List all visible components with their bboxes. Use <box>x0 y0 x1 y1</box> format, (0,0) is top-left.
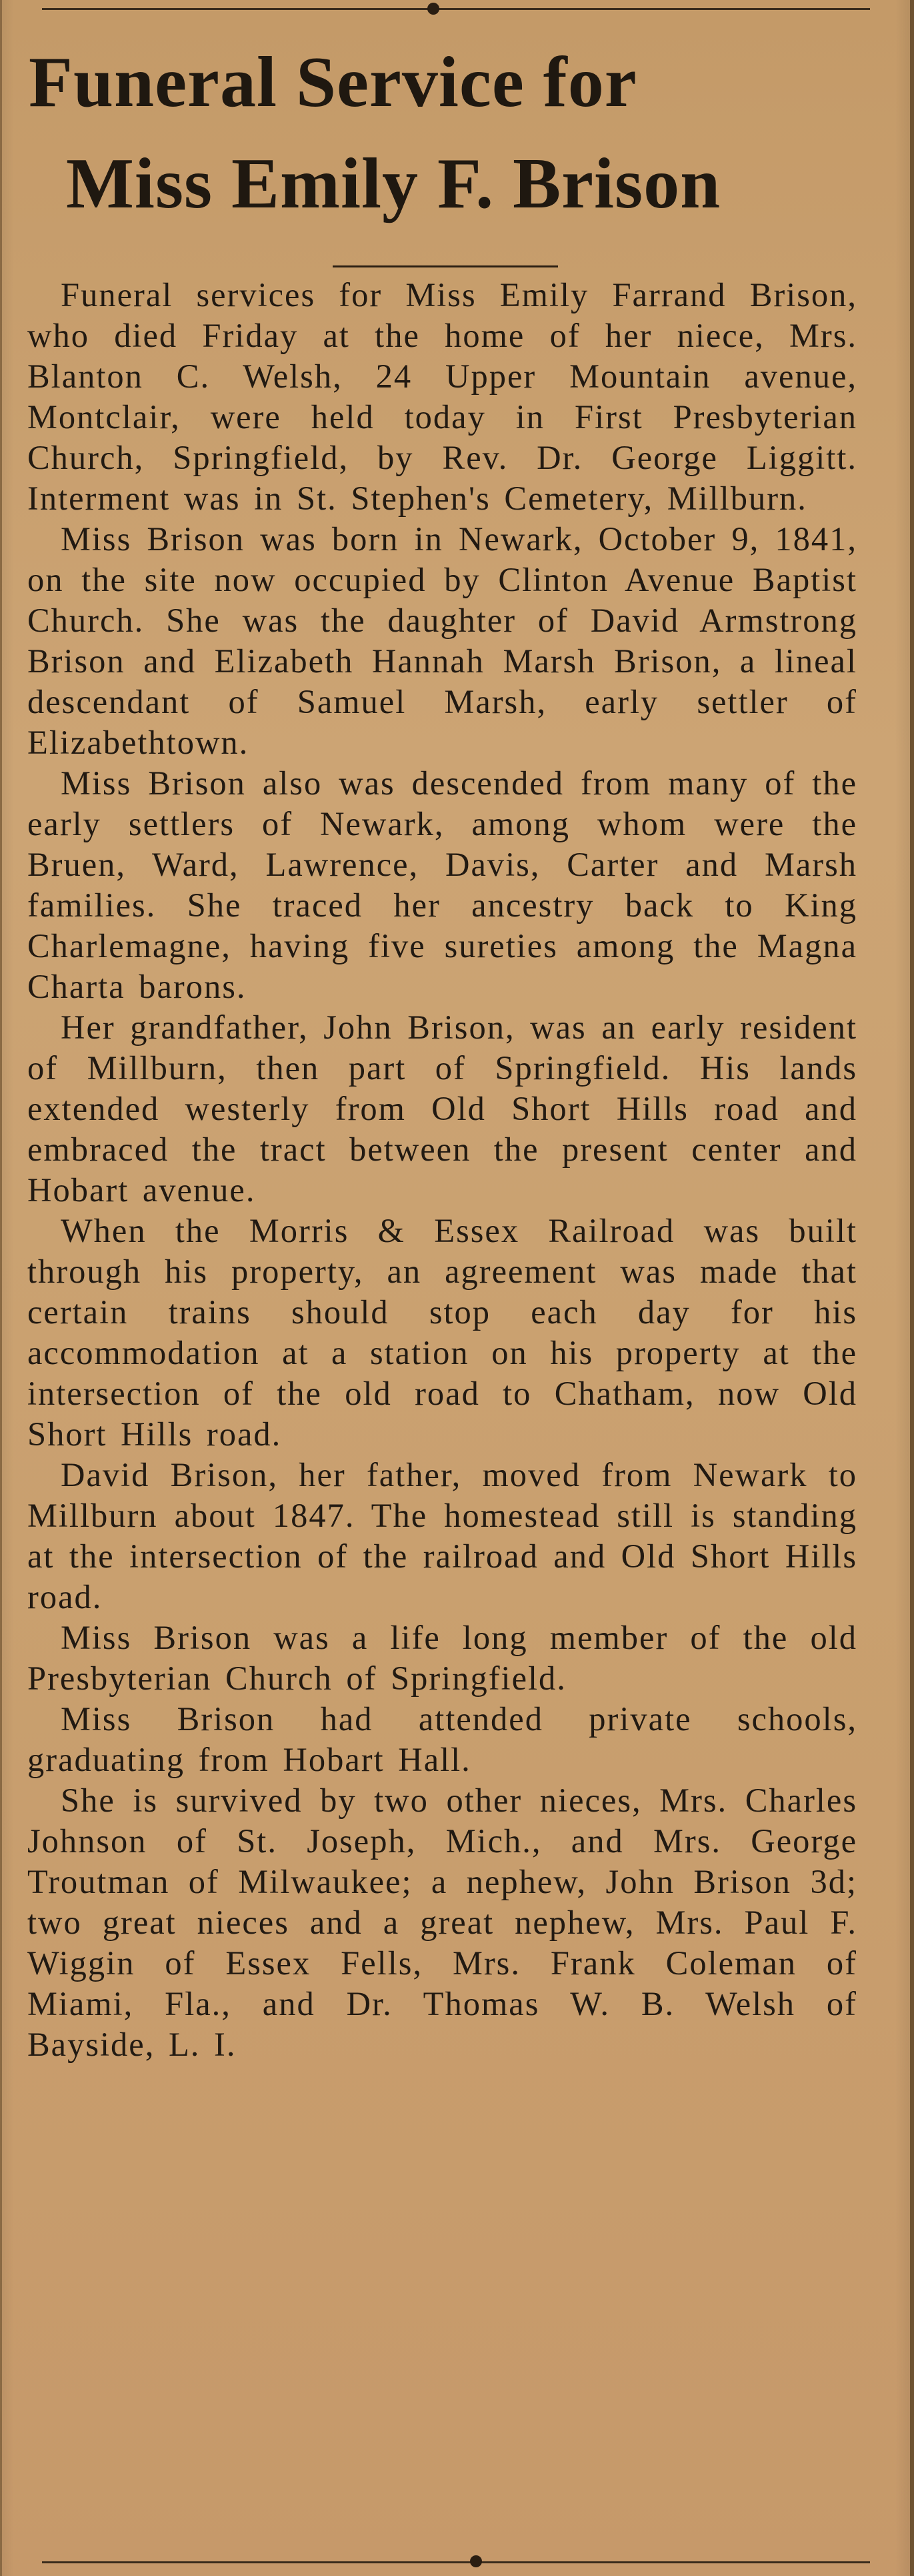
top-column-rule <box>42 8 870 10</box>
article-paragraph: Funeral services for Miss Emily Farrand Brison, who died Friday at the home of her niece, Mrs. Blanton C. Welsh, 24 Upper Mountain avenue, Montclair, were held today in First Presbyterian Church, Springfield, by Rev. Dr. George Liggitt. Interment was in St. Stephen's Cemetery, Millburn. <box>27 276 857 517</box>
article-paragraph: Miss Brison had attended private schools, graduating from Hobart Hall. <box>27 1700 857 1778</box>
article-body <box>27 275 857 2065</box>
article-paragraph: Miss Brison was born in Newark, October 9, 1841, on the site now occupied by Clinton Avenue Baptist Church. She was the daughter of David Armstrong Brison and Elizabeth Hannah Marsh Brison, a lineal descendant of Samuel Marsh, early settler of Elizabethtown. <box>27 520 857 761</box>
bottom-column-rule <box>42 2561 870 2563</box>
headline-divider <box>333 265 558 267</box>
article-paragraph: Miss Brison was a life long member of the old Presbyterian Church of Springfield. <box>27 1619 857 1697</box>
headline-line-2: Miss Emily F. Brison <box>66 144 721 223</box>
headline-line-1: Funeral Service for <box>29 43 637 122</box>
bottom-rule-ornament <box>470 2555 482 2567</box>
article-paragraph: Her grandfather, John Brison, was an early resident of Millburn, then part of Springfield. His lands extended westerly from Old Short Hills road and embraced the tract between the present center and Hobart avenue. <box>27 1009 857 1209</box>
article-paragraph: David Brison, her father, moved from Newark to Millburn about 1847. The homestead still is standing at the intersection of the railroad and Old Short Hills road. <box>27 1456 857 1616</box>
top-rule-ornament <box>427 3 439 15</box>
article-paragraph: She is survived by two other nieces, Mrs. Charles Johnson of St. Joseph, Mich., and Mrs. George Troutman of Milwaukee; a nephew, John Brison 3d; two great nieces and a great nephew, Mrs. Paul F. Wiggin of Essex Fells, Mrs. Frank Coleman of Miami, Fla., and Dr. Thomas W. B. Welsh of Bayside, L. I. <box>27 1782 857 2063</box>
article-paragraph: When the Morris & Essex Railroad was built through his property, an agreement was made that certain trains should stop each day for his accommodation at a station on his property at the intersection of the old road to Chatham, now Old Short Hills road. <box>27 1212 857 1453</box>
article-paragraph: Miss Brison also was descended from many of the early settlers of Newark, among whom were the Bruen, Ward, Lawrence, Davis, Carter and Marsh families. She traced her ancestry back to King Charlemagne, having five sureties among the Magna Charta barons. <box>27 764 857 1005</box>
